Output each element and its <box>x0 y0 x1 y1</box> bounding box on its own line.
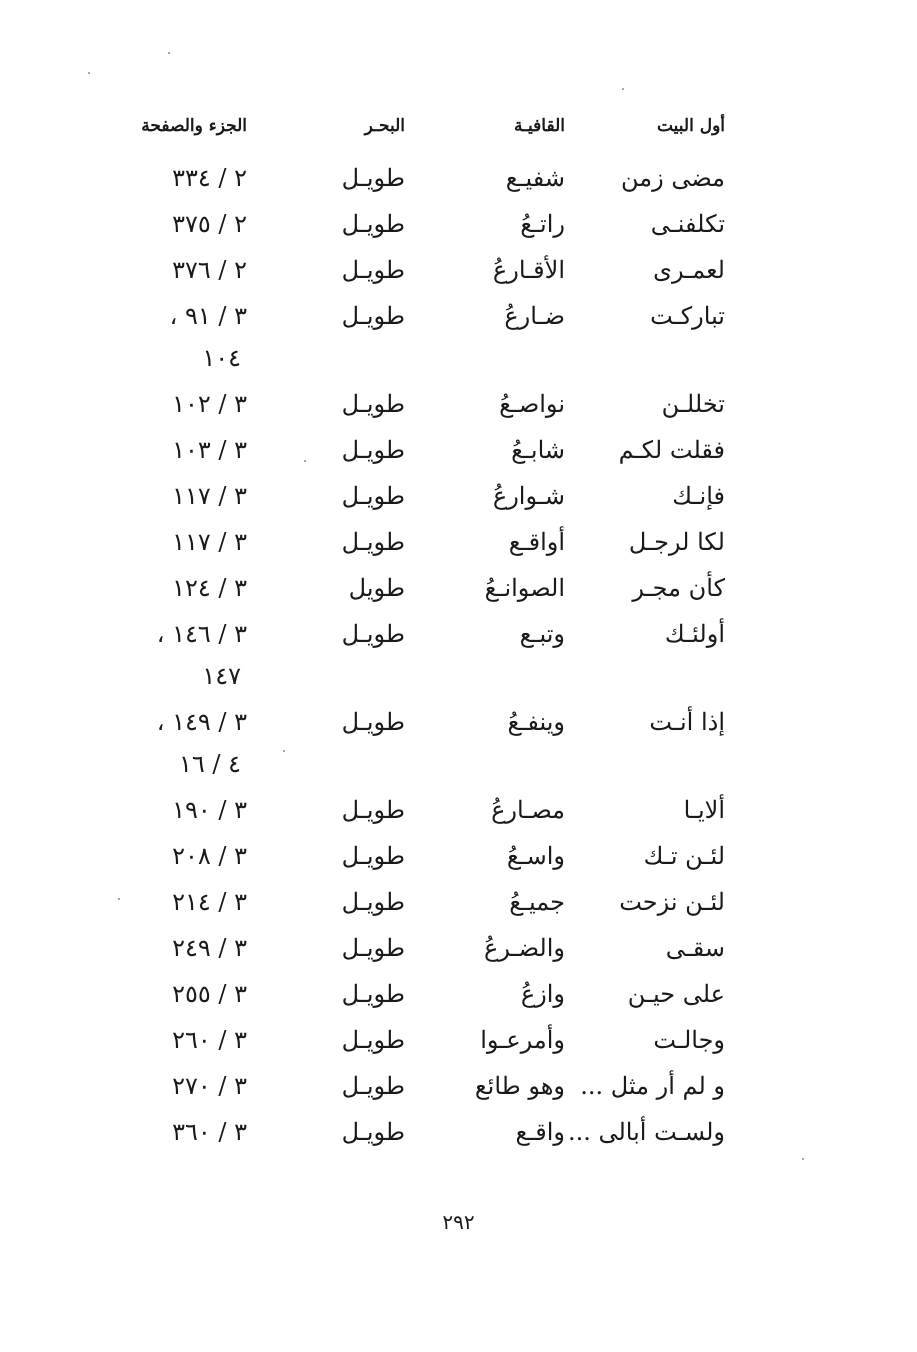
cell-meter: طويـل <box>341 210 405 238</box>
cell-volume-page: ٣ / ٢٤٩ <box>172 934 247 962</box>
table-row <box>0 704 917 792</box>
cell-rhyme: واسـعُ <box>506 842 565 870</box>
table-row <box>0 252 917 298</box>
cell-rhyme: أواقـع <box>508 528 565 556</box>
cell-rhyme: والضـرعُ <box>484 934 565 962</box>
cell-rhyme: شابـعُ <box>511 436 565 464</box>
cell-rhyme: وازعُ <box>520 980 565 1008</box>
cell-first-of-verse: و لم أر مثل ... <box>580 1072 725 1100</box>
table-row <box>0 1114 917 1160</box>
cell-volume-page: ٣ / ١٤٩ ، <box>156 708 247 736</box>
cell-meter: طويـل <box>341 708 405 736</box>
cell-rhyme: مصـارعُ <box>491 796 565 824</box>
cell-meter: طويـل <box>341 528 405 556</box>
header-volume-page: الجزء والصفحة <box>141 116 247 136</box>
table-row <box>0 478 917 524</box>
cell-volume-page: ٣ / ٣٦٠ <box>172 1118 247 1146</box>
cell-first-of-verse: لكا لرجـل <box>628 528 725 556</box>
cell-meter: طويـل <box>341 796 405 824</box>
cell-first-of-verse: ولسـت أبالى ... <box>567 1118 725 1146</box>
page-number: ٢٩٢ <box>442 1210 475 1234</box>
cell-first-of-verse: تكلفنـى <box>650 210 725 238</box>
table-row <box>0 524 917 570</box>
cell-volume-page-continued: ١٤٧ <box>202 662 241 690</box>
cell-volume-page: ٢ / ٣٧٥ <box>172 210 247 238</box>
cell-meter: طويـل <box>341 1118 405 1146</box>
cell-first-of-verse: فقلت لكـم <box>618 436 725 464</box>
paper-speck <box>622 88 624 90</box>
header-meter: البحـر <box>364 116 405 136</box>
header-first-of-verse: أول البيت <box>656 116 725 136</box>
cell-volume-page: ٣ / ٢٥٥ <box>172 980 247 1008</box>
cell-meter: طويـل <box>341 934 405 962</box>
cell-first-of-verse: وجالـت <box>653 1026 725 1054</box>
table-row <box>0 1022 917 1068</box>
table-row <box>0 792 917 838</box>
cell-rhyme: جميـعُ <box>509 888 565 916</box>
cell-rhyme: وتبـع <box>519 620 565 648</box>
cell-rhyme: نواصـعُ <box>499 390 565 418</box>
cell-rhyme: وينفـعُ <box>507 708 565 736</box>
table-row <box>0 570 917 616</box>
table-header <box>0 116 917 146</box>
table-row <box>0 206 917 252</box>
table-row <box>0 160 917 206</box>
table-row <box>0 298 917 386</box>
cell-first-of-verse: كأن مجـر <box>632 574 725 602</box>
table-row <box>0 930 917 976</box>
paper-speck <box>802 1158 804 1160</box>
cell-volume-page: ٣ / ١٤٦ ، <box>156 620 247 648</box>
cell-volume-page: ٣ / ١٩٠ <box>172 796 247 824</box>
cell-rhyme: راتـعُ <box>520 210 565 238</box>
cell-first-of-verse: ألايـا <box>683 796 725 824</box>
cell-first-of-verse: لعمـرى <box>653 256 725 284</box>
cell-volume-page: ٣ / ٢٠٨ <box>172 842 247 870</box>
cell-volume-page: ٣ / ١١٧ <box>172 482 247 510</box>
cell-rhyme: واقـع <box>515 1118 565 1146</box>
paper-speck <box>168 52 170 54</box>
cell-rhyme: وهو طائع <box>474 1072 565 1100</box>
cell-rhyme: الصوانـعُ <box>484 574 565 602</box>
table-row <box>0 884 917 930</box>
cell-volume-page-continued: ٤ / ١٦ <box>178 750 241 778</box>
cell-meter: طويـل <box>341 302 405 330</box>
table-row <box>0 838 917 884</box>
cell-meter: طويـل <box>341 620 405 648</box>
cell-rhyme: شفيـع <box>505 164 565 192</box>
cell-meter: طويـل <box>341 1026 405 1054</box>
cell-first-of-verse: على حيـن <box>627 980 725 1008</box>
cell-first-of-verse: فإنـك <box>672 482 725 510</box>
cell-volume-page: ٣ / ١١٧ <box>172 528 247 556</box>
cell-volume-page: ٢ / ٣٣٤ <box>172 164 247 192</box>
cell-rhyme: الأقـارعُ <box>492 256 565 284</box>
cell-first-of-verse: سقـى <box>665 934 725 962</box>
cell-volume-page: ٣ / ١٢٤ <box>172 574 247 602</box>
paper-speck <box>304 460 306 462</box>
cell-volume-page: ٣ / ٩١ ، <box>169 302 247 330</box>
verse-index-table <box>0 160 917 1160</box>
table-row <box>0 616 917 704</box>
cell-volume-page: ٣ / ١٠٢ <box>172 390 247 418</box>
cell-volume-page: ٢ / ٣٧٦ <box>172 256 247 284</box>
cell-meter: طويل <box>348 574 405 602</box>
cell-meter: طويـل <box>341 842 405 870</box>
cell-meter: طويـل <box>341 980 405 1008</box>
cell-volume-page: ٣ / ٢١٤ <box>172 888 247 916</box>
cell-first-of-verse: مضى زمن <box>620 164 725 192</box>
cell-volume-page: ٣ / ١٠٣ <box>172 436 247 464</box>
cell-first-of-verse: لئـن نزحت <box>619 888 725 916</box>
table-row <box>0 386 917 432</box>
table-row <box>0 432 917 478</box>
cell-first-of-verse: تباركـت <box>650 302 725 330</box>
cell-first-of-verse: تخللـن <box>661 390 725 418</box>
cell-volume-page: ٣ / ٢٦٠ <box>172 1026 247 1054</box>
table-row <box>0 976 917 1022</box>
cell-volume-page-continued: ١٠٤ <box>202 344 241 372</box>
cell-meter: طويـل <box>341 164 405 192</box>
cell-first-of-verse: إذا أنـت <box>649 708 725 736</box>
cell-meter: طويـل <box>341 888 405 916</box>
paper-speck <box>118 898 120 900</box>
cell-volume-page: ٣ / ٢٧٠ <box>172 1072 247 1100</box>
paper-speck <box>283 750 285 752</box>
paper-speck <box>88 72 90 74</box>
cell-first-of-verse: لئـن تـك <box>643 842 725 870</box>
cell-rhyme: شـوارعُ <box>492 482 565 510</box>
cell-meter: طويـل <box>341 482 405 510</box>
cell-rhyme: ضـارعُ <box>504 302 565 330</box>
cell-meter: طويـل <box>341 436 405 464</box>
cell-meter: طويـل <box>341 1072 405 1100</box>
cell-meter: طويـل <box>341 256 405 284</box>
cell-meter: طويـل <box>341 390 405 418</box>
header-rhyme: القافيـة <box>513 116 565 136</box>
table-row <box>0 1068 917 1114</box>
cell-first-of-verse: أولئـك <box>664 620 725 648</box>
cell-rhyme: وأمرعـوا <box>480 1026 565 1054</box>
